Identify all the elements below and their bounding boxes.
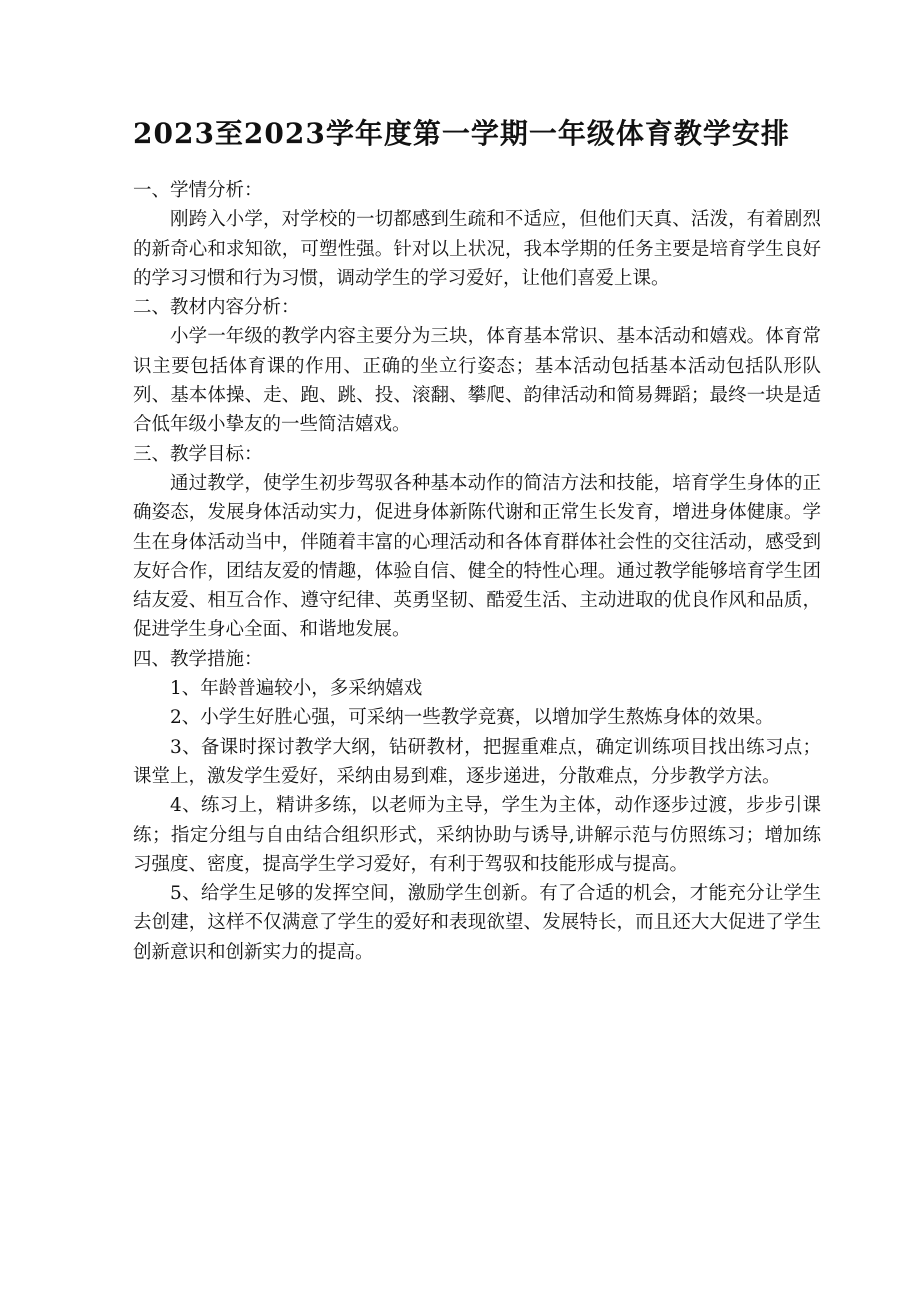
measure-item: 3、备课时探讨教学大纲，钻研教材，把握重难点，确定训练项目找出练习点；课堂上，激发学生爱好，采纳由易到难，逐步递进，分散难点，分步教学方法。 (133, 736, 821, 787)
section-teaching-measures (133, 645, 821, 967)
measure-item: 4、练习上，精讲多练，以老师为主导，学生为主体，动作逐步过渡，步步引课练；指定分组与自由结合组织形式，采纳协助与诱导,讲解示范与仿照练习；增加练习强度、密度，提高学生学习爱好，有利于驾驭和技能形成与提高。 (133, 795, 821, 875)
document-body (133, 176, 821, 967)
section-paragraph: 小学一年级的教学内容主要分为三块，体育基本常识、基本活动和嬉戏。体育常识主要包括体育课的作用、正确的坐立行姿态；基本活动包括基本活动包括队形队列、基本体操、走、跑、跳、投、滚翻、攀爬、韵律活动和简易舞蹈；最终一块是适合低年级小挚友的一些简洁嬉戏。 (133, 326, 821, 436)
section-heading: 四、教学措施： (133, 648, 263, 670)
section-heading: 二、教材内容分析： (133, 297, 300, 319)
section-paragraph: 通过教学，使学生初步驾驭各种基本动作的简洁方法和技能，培育学生身体的正确姿态，发展身体活动实力，促进身体新陈代谢和正常生长发育，增进身体健康。学生在身体活动当中，伴随着丰富的心理活动和各体育群体社会性的交往活动，感受到友好合作，团结友爱的情趣，体验自信、健全的特性心理。通过教学能够培育学生团结友爱、相互合作、遵守纪律、英勇坚韧、酷爱生活、主动进取的优良作风和品质，促进学生身心全面、和谐地发展。 (133, 472, 821, 641)
section-paragraph: 刚跨入小学，对学校的一切都感到生疏和不适应，但他们天真、活泼，有着剧烈的新奇心和求知欲，可塑性强。针对以上状况，我本学期的任务主要是培育学生良好的学习习惯和行为习惯，调动学生的学习爱好，让他们喜爱上课。 (133, 209, 821, 289)
section-learning-analysis (133, 176, 821, 293)
measure-item: 1、年龄普遍较小，多采纳嬉戏 (170, 678, 423, 700)
document-title: 2023至2023学年度第一学期一年级体育教学安排 (133, 117, 790, 150)
section-heading: 一、学情分析： (133, 180, 263, 201)
section-material-analysis (133, 293, 821, 439)
measure-item: 2、小学生好胜心强，可采纳一些教学竞赛，以增加学生熬炼身体的效果。 (170, 707, 774, 729)
section-teaching-goals (133, 440, 821, 645)
measure-item: 5、给学生足够的发挥空间，激励学生创新。有了合适的机会，才能充分让学生去创建，这样不仅满意了学生的爱好和表现欲望、发展特长，而且还大大促进了学生创新意识和创新实力的提高。 (133, 883, 821, 963)
section-heading: 三、教学目标： (133, 443, 263, 465)
